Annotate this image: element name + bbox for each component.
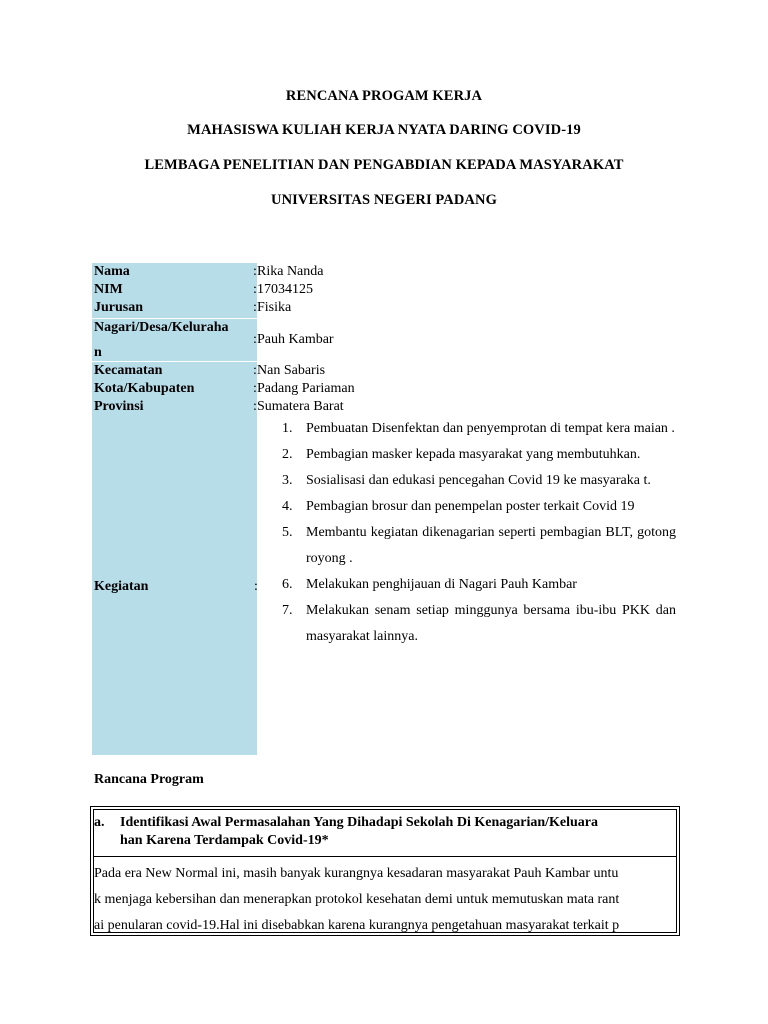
activity-text: Sosialisasi dan edukasi pencegahan Covid 19 ke masyaraka t. xyxy=(306,473,651,488)
field-value: 17034125 xyxy=(257,282,313,297)
row-divider xyxy=(92,361,257,362)
field-colon: : xyxy=(253,332,257,347)
field-value: Pauh Kambar xyxy=(257,332,334,347)
question-letter: a. xyxy=(94,815,105,830)
field-colon: : xyxy=(253,300,257,315)
activity-number: 4. xyxy=(282,499,293,514)
field-label: Jurusan xyxy=(94,300,144,315)
identity-row-provinsi xyxy=(92,399,682,417)
activity-item xyxy=(282,572,676,598)
field-label-wrap: n xyxy=(94,345,102,360)
identity-row-kota xyxy=(92,381,682,399)
activity-text: Membantu kegiatan dikenagarian seperti pembagian BLT, gotong royong . xyxy=(306,525,676,566)
activity-number: 5. xyxy=(282,525,293,540)
kegiatan-colon: : xyxy=(254,579,258,594)
field-label: Provinsi xyxy=(94,399,144,414)
identity-row-jurusan xyxy=(92,300,682,318)
field-value: Sumatera Barat xyxy=(257,399,344,414)
field-value: Fisika xyxy=(257,300,292,315)
activity-item xyxy=(282,598,676,650)
answer-line: k menjaga kebersihan dan menerapkan protokol kesehatan demi untuk memutuskan mata rant xyxy=(94,892,620,907)
identity-row-nim xyxy=(92,282,682,300)
activity-text: Pembagian masker kepada masyarakat yang membutuhkan. xyxy=(306,447,641,462)
activity-number: 3. xyxy=(282,473,293,488)
activity-number: 2. xyxy=(282,447,293,462)
question-text xyxy=(94,814,654,850)
question-line: Identifikasi Awal Permasalahan Yang Dihadapi Sekolah Di Kenagarian/Keluara xyxy=(120,815,599,830)
doc-title: RENCANA PROGAM KERJA xyxy=(285,88,483,104)
answer-line: ai penularan covid-19.Hal ini disebabkan karena kurangnya pengetahuan masyarakat terkait p xyxy=(94,918,620,933)
field-label: Nagari/Desa/Keluraha xyxy=(94,320,229,335)
activity-text: Melakukan penghijauan di Nagari Pauh Kambar xyxy=(306,577,577,592)
identity-row-kecamatan xyxy=(92,363,682,381)
identification-box xyxy=(90,806,680,936)
activity-item xyxy=(282,520,676,572)
field-value: Rika Nanda xyxy=(257,264,324,279)
field-value: Padang Pariaman xyxy=(257,381,355,396)
row-divider xyxy=(92,318,257,319)
field-colon: : xyxy=(253,399,257,414)
doc-subtitle-program: MAHASISWA KULIAH KERJA NYATA DARING COVID-19 xyxy=(187,122,581,138)
activity-item xyxy=(282,468,676,494)
doc-subtitle-university: UNIVERSITAS NEGERI PADANG xyxy=(271,192,497,208)
question-cell xyxy=(93,809,677,857)
field-colon: : xyxy=(253,264,257,279)
activity-text: Pembuatan Disenfektan dan penyemprotan di tempat kera maian . xyxy=(306,421,675,436)
field-label: Nama xyxy=(94,264,130,279)
identity-row-nagari xyxy=(92,320,682,362)
field-value: Nan Sabaris xyxy=(257,363,326,378)
section-heading: Rancana Program xyxy=(94,772,204,787)
field-colon: : xyxy=(253,381,257,396)
field-colon: : xyxy=(253,363,257,378)
identity-row-nama xyxy=(92,264,682,282)
activity-number: 1. xyxy=(282,421,293,436)
kegiatan-label: Kegiatan xyxy=(94,579,149,594)
activity-number: 6. xyxy=(282,577,293,592)
doc-subtitle-institution: LEMBAGA PENELITIAN DAN PENGABDIAN KEPADA MASYARAKAT xyxy=(144,157,624,173)
answer-line: Pada era New Normal ini, masih banyak kurangnya kesadaran masyarakat Pauh Kambar untu xyxy=(94,866,619,881)
field-label: NIM xyxy=(94,282,123,297)
activity-text: Pembagian brosur dan penempelan poster terkait Covid 19 xyxy=(306,499,635,514)
answer-cell xyxy=(93,857,677,933)
activity-item xyxy=(282,494,676,520)
field-label: Kecamatan xyxy=(94,363,163,378)
activity-item xyxy=(282,416,676,442)
activity-text: Melakukan senam setiap minggunya bersama ibu-ibu PKK dan masyarakat lainnya. xyxy=(306,603,676,644)
activity-list xyxy=(282,416,676,650)
label-column-shade-bottom xyxy=(92,655,257,755)
answer-text xyxy=(94,861,676,939)
field-colon: : xyxy=(253,282,257,297)
activity-number: 7. xyxy=(282,603,293,618)
activity-item xyxy=(282,442,676,468)
question-line: han Karena Terdampak Covid-19* xyxy=(120,833,329,848)
field-label: Kota/Kabupaten xyxy=(94,381,195,396)
